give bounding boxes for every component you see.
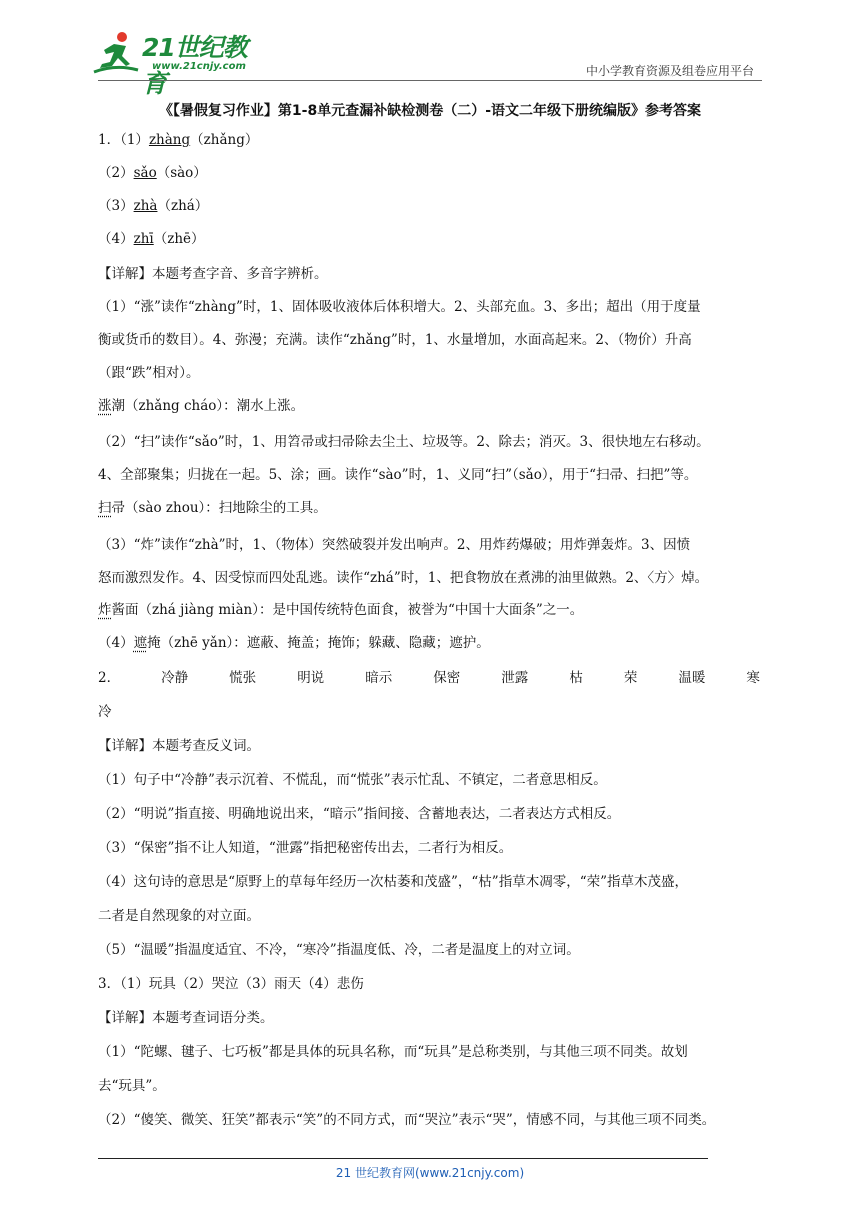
q1-detail-heading: 【详解】本题考查字音、多音字辨析。	[98, 266, 328, 282]
logo-title: 21世纪教育	[142, 33, 247, 98]
q2-answer-words	[98, 668, 760, 688]
q2-detail-heading: 【详解】本题考查反义词。	[98, 738, 260, 754]
q2-line-3: （3）“保密”指不让人知道，“泄露”指把秘密传出去，二者行为相反。	[98, 840, 513, 856]
q3-detail-heading: 【详解】本题考查词语分类。	[98, 1010, 274, 1026]
q2-word: 泄露	[501, 670, 529, 686]
q1-para-1-cont: 衡或货币的数目）。4、弥漫；充满。读作“zhǎng”时，1、水量增加，水面高起来。2、（物价）升高	[98, 332, 692, 348]
q3-line-1: （1）“陀螺、毽子、七巧板”都是具体的玩具名称，而“玩具”是总称类别，与其他三项不同类。故划	[98, 1044, 688, 1060]
q3-line-2: （2）“傻笑、微笑、狂笑”都表示“笑”的不同方式，而“哭泣”表示“哭”，情感不同，与其他三项不同类。	[98, 1112, 716, 1128]
document-title: 《【暑假复习作业】第1-8单元查漏补缺检测卷（二）-语文二年级下册统编版》参考答案	[158, 103, 702, 119]
q2-word: 暗示	[365, 670, 393, 686]
q2-word: 冷静	[161, 670, 189, 686]
q1-para-1-cont: （跟“跌”相对）。	[98, 365, 200, 381]
q1-example-1: 涨潮（zhǎng cháo）：潮水上涨。	[98, 398, 305, 414]
q2-word: 枯	[569, 670, 583, 686]
site-logo	[92, 28, 267, 98]
q1-para-2-cont: 4、全部聚集；归拢在一起。5、涂；画。读作“sào”时，1、义同“扫”（sǎo），用于“扫帚、扫把”等。	[98, 467, 698, 483]
q3-answer: 3．（1）玩具（2）哭泣（3）雨天（4）悲伤	[98, 976, 364, 992]
header-divider	[98, 80, 762, 81]
q2-line-4: （4）这句诗的意思是“原野上的草每年经历一次枯萎和茂盛”，“枯”指草木凋零，“荣”指草木茂盛，	[98, 874, 688, 890]
runner-logo-icon	[92, 30, 140, 76]
q2-line-2: （2）“明说”指直接、明确地说出来，“暗示”指间接、含蓄地表达，二者表达方式相反。	[98, 806, 621, 822]
q1-para-1: （1）“涨”读作“zhàng”时，1、固体吸收液体后体积增大。2、头部充血。3、多出；超出（用于度量	[98, 299, 701, 315]
q1-para-2: （2）“扫”读作“sǎo”时，1、用笤帚或扫帚除去尘土、垃圾等。2、除去；消灭。3、很快地左右移动。	[98, 434, 710, 450]
q1-para-3-cont: 怒而激烈发作。4、因受惊而四处乱逃。读作“zhá”时，1、把食物放在煮沸的油里做熟。2、〈方〉焯。	[98, 570, 709, 586]
q1-answer-1: 1．（1）zhàng（zhǎng）	[98, 132, 259, 148]
q1-example-2: 扫帚（sào zhou）：扫地除尘的工具。	[98, 500, 327, 516]
q1-para-3: （3）“炸”读作“zhà”时，1、（物体）突然破裂并发出响声。2、用炸药爆破；用炸弹轰炸。3、因愤	[98, 537, 691, 553]
q2-word: 保密	[433, 670, 461, 686]
q2-line-4-cont: 二者是自然现象的对立面。	[98, 908, 260, 924]
q2-line-1: （1）句子中“冷静”表示沉着、不慌乱，而“慌张”表示忙乱、不镇定，二者意思相反。	[98, 772, 607, 788]
logo-url: www.21cnjy.com	[152, 61, 246, 72]
q2-word: 荣	[623, 670, 638, 686]
q1-para-4: （4）遮掩（zhē yǎn）：遮蔽、掩盖；掩饰；躲藏、隐藏；遮护。	[98, 635, 490, 651]
q2-line-5: （5）“温暖”指温度适宜、不冷，“寒冷”指温度低、冷，二者是温度上的对立词。	[98, 942, 580, 958]
q2-number: 2．	[98, 670, 121, 686]
q2-word: 温暖	[678, 670, 706, 686]
q1-example-3: 炸酱面（zhá jiàng miàn）：是中国传统特色面食，被誉为“中国十大面条”之一。	[98, 602, 584, 618]
q1-answer-2: （2）sǎo（sào）	[98, 165, 207, 181]
q2-word: 明说	[297, 670, 325, 686]
footer-link[interactable]: 21 世纪教育网(www.21cnjy.com)	[335, 1166, 525, 1180]
platform-label: 中小学教育资源及组卷应用平台	[585, 64, 754, 78]
q2-word: 寒	[746, 670, 760, 686]
q1-answer-4: （4）zhī（zhē）	[98, 231, 205, 247]
footer-divider	[98, 1158, 708, 1159]
q2-word: 慌张	[229, 670, 257, 686]
q2-answer-wrap: 冷	[98, 704, 112, 720]
q1-answer-3: （3）zhà（zhá）	[98, 198, 209, 214]
q3-line-1-cont: 去“玩具”。	[98, 1078, 166, 1094]
